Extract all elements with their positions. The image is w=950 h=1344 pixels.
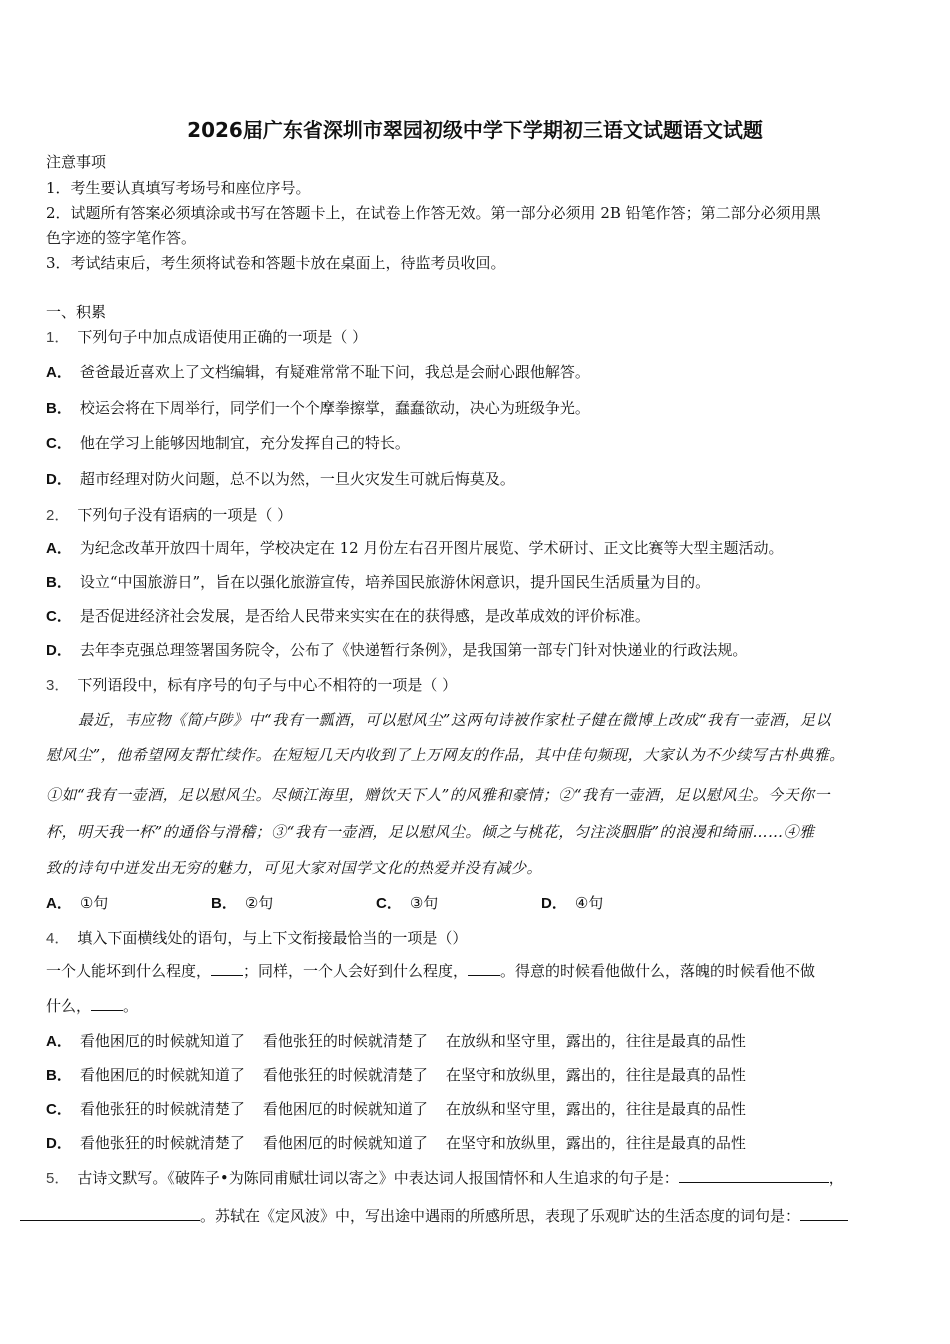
q4-text-1a: 一个人能坏到什么程度，	[46, 962, 212, 980]
q4-text-line-1	[46, 961, 815, 981]
q3-passage-line-3: ①如“我有一壶酒，足以慰风尘。尽倾江海里，赠饮天下人”的风雅和豪情；②“我有一壶酒，足以慰风尘。今天你一	[46, 786, 831, 804]
q3-passage-line-1: 最近，韦应物《简卢陟》中“我有一瓢酒，可以慰风尘”这两句诗被作家杜子健在微博上改成“我有一壶酒，足以	[78, 711, 832, 729]
q3-text: 下列语段中，标有序号的句子与中心不相符的一项是（ ）	[77, 676, 458, 694]
q5-text-1: 古诗文默写。《破阵子•为陈同甫赋壮词以寄之》中表达词人报国情怀和人生追求的句子是：	[77, 1169, 679, 1187]
answer-blank-5[interactable]	[20, 1206, 200, 1221]
q2-option-d	[46, 640, 747, 661]
q2-option-b	[46, 572, 710, 593]
q4-stem	[46, 928, 467, 949]
option-key: D．	[46, 642, 72, 659]
q4-text: 填入下面横线处的语句，与上下文衔接最恰当的一项是（）	[77, 929, 468, 947]
option-part-1: 看他张狂的时候就清楚了	[79, 1134, 245, 1152]
option-text: ③句	[409, 894, 439, 912]
q1-stem	[46, 327, 367, 348]
q1-number: 1．	[46, 329, 70, 346]
option-key: C．	[46, 1101, 72, 1118]
option-text: 是否促进经济社会发展，是否给人民带来实实在在的获得感，是改革成效的评价标准。	[79, 607, 650, 625]
q5-text-1-end: ，	[828, 1169, 844, 1187]
option-key: B．	[46, 400, 72, 417]
q3-passage-line-5: 致的诗句中迸发出无穷的魅力，可见大家对国学文化的热爱并没有减少。	[46, 859, 543, 877]
q4-option-a	[46, 1031, 746, 1052]
option-part-2: 看他张狂的时候就清楚了	[262, 1032, 428, 1050]
q3-stem	[46, 675, 457, 696]
option-key: A．	[46, 540, 72, 557]
option-part-2: 看他困厄的时候就知道了	[262, 1134, 428, 1152]
option-part-3: 在坚守和放纵里，露出的，往往是最真的品性	[445, 1066, 746, 1084]
option-text: 爸爸最近喜欢上了文档编辑，有疑难常常不耻下问，我总是会耐心跟他解答。	[79, 363, 590, 381]
option-text: 他在学习上能够因地制宜，充分发挥自己的特长。	[79, 434, 410, 452]
option-key: D．	[46, 1135, 72, 1152]
option-text: ①句	[79, 894, 109, 912]
option-part-3: 在放纵和坚守里，露出的，往往是最真的品性	[445, 1032, 746, 1050]
q3-option-c	[376, 893, 541, 914]
q2-option-c	[46, 606, 650, 627]
q4-option-d	[46, 1133, 746, 1154]
notice-heading: 注意事项	[46, 153, 107, 171]
q3-option-a	[46, 893, 211, 914]
option-key: A．	[46, 895, 72, 912]
q3-passage-line-4: 杯，明天我一杯”的通俗与滑稽；③“我有一壶酒，足以慰风尘。倾之与桃花，匀注淡胭脂”的浪漫和绮丽……④雅	[46, 823, 815, 841]
q3-option-b	[211, 893, 376, 914]
option-text: 去年李克强总理签署国务院令，公布了《快递暂行条例》，是我国第一部专门针对快递业的行政法规。	[79, 641, 748, 659]
answer-blank-6[interactable]	[800, 1206, 848, 1221]
option-text: 设立“中国旅游日”，旨在以强化旅游宣传，培养国民旅游休闲意识，提升国民生活质量为目的。	[79, 573, 711, 591]
option-key: A．	[46, 364, 72, 381]
q1-option-a	[46, 362, 590, 383]
q2-number: 2．	[46, 507, 70, 524]
option-text: 超市经理对防火问题，总不以为然，一旦火灾发生可就后悔莫及。	[79, 470, 515, 488]
option-key: B．	[211, 895, 237, 912]
notice-item-3: 3．考试结束后，考生须将试卷和答题卡放在桌面上，待监考员收回。	[46, 254, 506, 272]
q3-number: 3．	[46, 677, 70, 694]
option-part-1: 看他张狂的时候就清楚了	[79, 1100, 245, 1118]
option-key: D．	[46, 471, 72, 488]
option-text: ④句	[574, 894, 604, 912]
option-part-3: 在放纵和坚守里，露出的，往往是最真的品性	[445, 1100, 746, 1118]
option-key: B．	[46, 1067, 72, 1084]
q1-option-b	[46, 398, 590, 419]
q5-line-1	[46, 1168, 844, 1189]
q3-passage-line-2: 慰风尘”，他希望网友帮忙续作。在短短几天内收到了上万网友的作品，其中佳句频现，大家认为不少续写古朴典雅。	[46, 746, 845, 764]
option-key: B．	[46, 574, 72, 591]
q5-line-2	[20, 1206, 848, 1226]
q4-text-line-2	[46, 996, 138, 1016]
option-part-3: 在坚守和放纵里，露出的，往往是最真的品性	[445, 1134, 746, 1152]
notice-item-1: 1．考生要认真填写考场号和座位序号。	[46, 179, 311, 197]
answer-blank-3[interactable]	[91, 996, 123, 1011]
notice-item-2: 2．试题所有答案必须填涂或书写在答题卡上，在试卷上作答无效。第一部分必须用 2B 铅笔作答；第二部分必须用黑	[46, 204, 821, 222]
q3-option-d	[541, 893, 603, 914]
option-text: ②句	[244, 894, 274, 912]
option-part-1: 看他困厄的时候就知道了	[79, 1032, 245, 1050]
option-text: 校运会将在下周举行，同学们一个个摩拳擦掌，蠢蠢欲动，决心为班级争光。	[79, 399, 590, 417]
q2-text: 下列句子没有语病的一项是（ ）	[77, 506, 293, 524]
q2-stem	[46, 505, 292, 526]
q5-number: 5．	[46, 1170, 70, 1187]
answer-blank-2[interactable]	[468, 961, 500, 976]
option-key: C．	[46, 435, 72, 452]
option-part-1: 看他困厄的时候就知道了	[79, 1066, 245, 1084]
q4-option-c	[46, 1099, 746, 1120]
q5-text-2: 。苏轼在《定风波》中，写出途中遇雨的所感所思，表现了乐观旷达的生活态度的词句是：	[200, 1207, 801, 1225]
option-key: D．	[541, 895, 567, 912]
q1-option-c	[46, 433, 410, 454]
notice-item-2-cont: 色字迹的签字笔作答。	[46, 229, 197, 247]
q4-option-b	[46, 1065, 746, 1086]
q4-number: 4．	[46, 930, 70, 947]
q1-option-d	[46, 469, 515, 490]
option-part-2: 看他困厄的时候就知道了	[262, 1100, 428, 1118]
q3-options	[46, 893, 603, 914]
option-part-2: 看他张狂的时候就清楚了	[262, 1066, 428, 1084]
answer-blank-1[interactable]	[211, 961, 243, 976]
answer-blank-4[interactable]	[679, 1168, 829, 1183]
option-key: C．	[376, 895, 402, 912]
option-key: C．	[46, 608, 72, 625]
q1-text: 下列句子中加点成语使用正确的一项是（ ）	[77, 328, 368, 346]
option-text: 为纪念改革开放四十周年，学校决定在 12 月份左右召开图片展览、学术研讨、正文比赛等大型主题活动。	[79, 539, 784, 557]
page-title: 2026届广东省深圳市翠园初级中学下学期初三语文试题语文试题	[187, 118, 763, 142]
q4-text-2b: 。	[123, 997, 139, 1015]
q4-text-1b: ；同样，一个人会好到什么程度，	[243, 962, 469, 980]
q4-text-2a: 什么，	[46, 997, 92, 1015]
section-heading: 一、积累	[46, 303, 107, 321]
q2-option-a	[46, 538, 783, 559]
option-key: A．	[46, 1033, 72, 1050]
q4-text-1c: 。得意的时候看他做什么，落魄的时候看他不做	[500, 962, 816, 980]
